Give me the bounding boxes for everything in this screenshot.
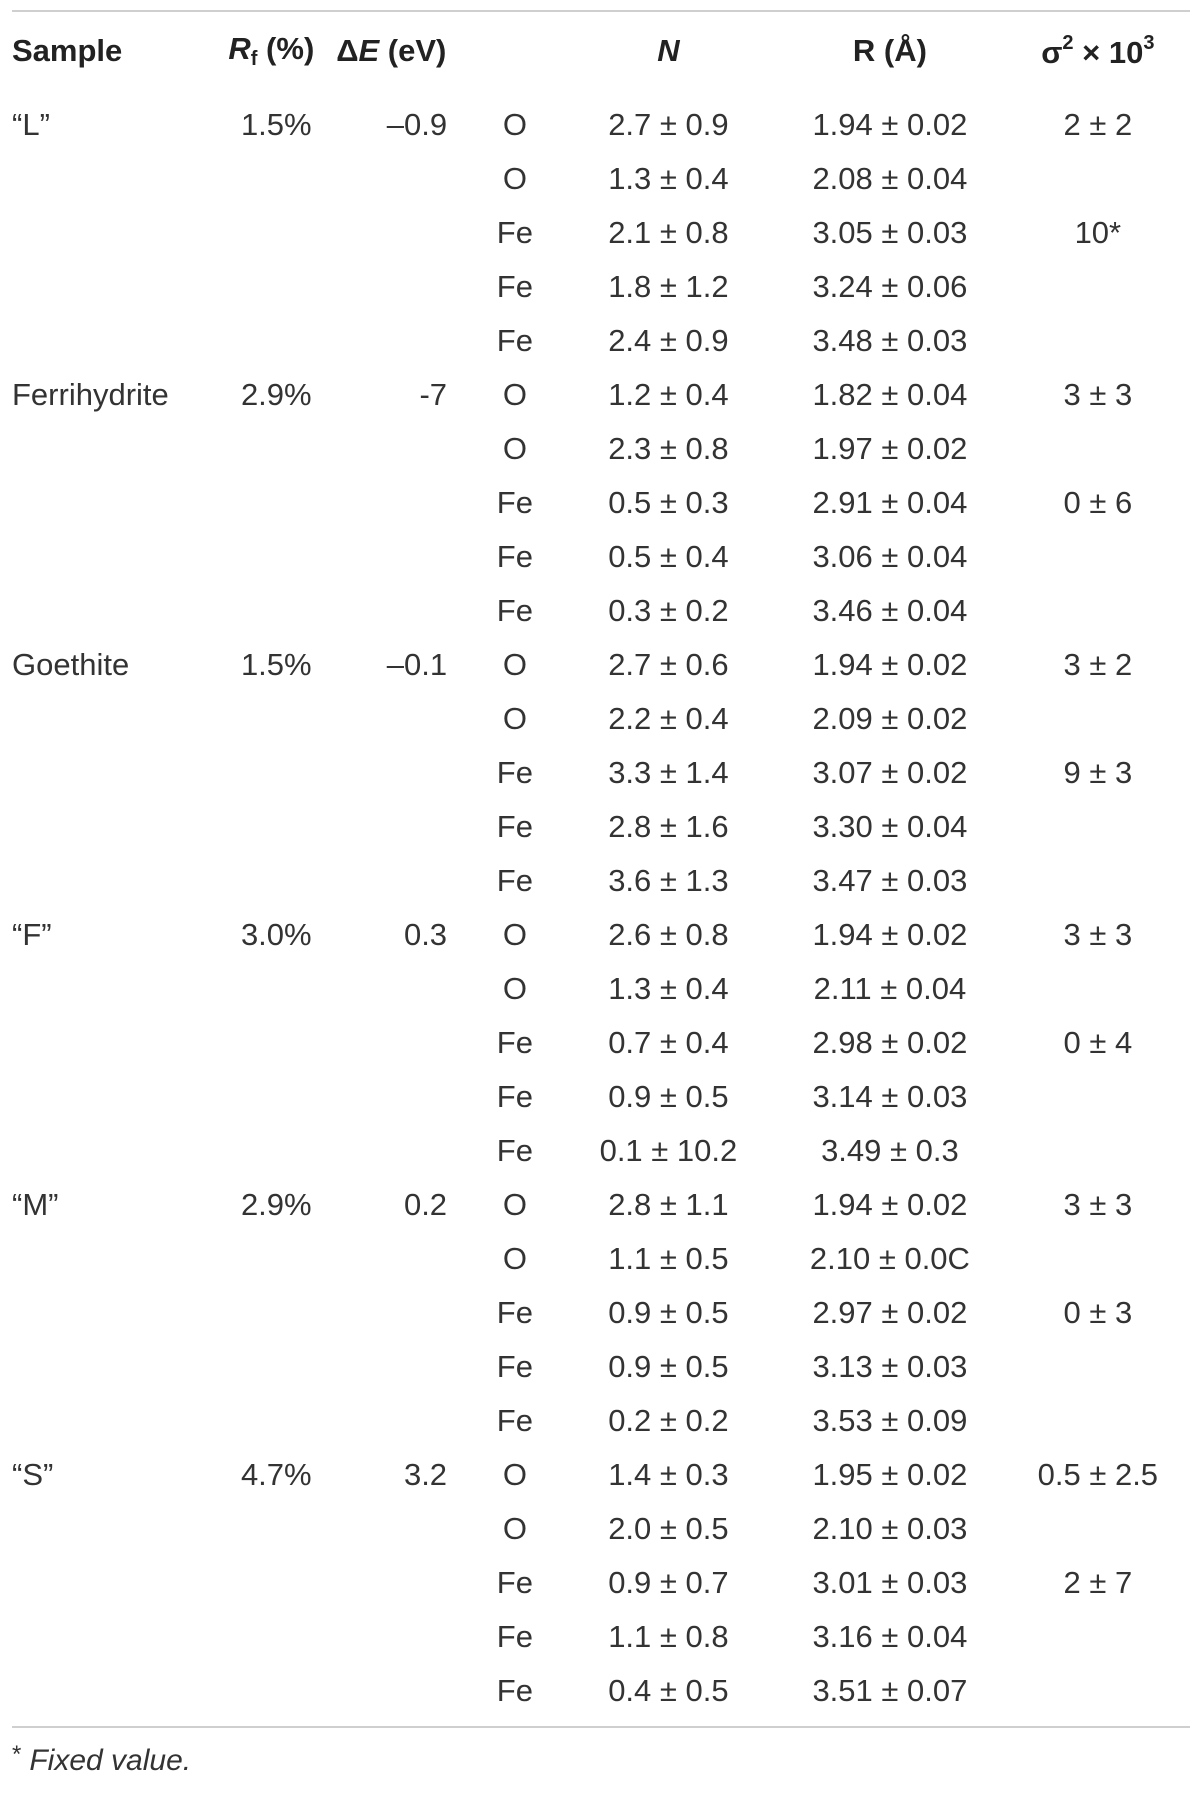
cell-rf — [216, 206, 336, 260]
cell-rf: 2.9% — [240, 1187, 312, 1222]
cell-n: 0.4 ± 0.5 — [608, 1673, 729, 1708]
cell-sigma: 0 ± 3 — [1063, 1295, 1133, 1330]
header-n: N — [657, 33, 680, 68]
cell-r: 3.51 ± 0.07 — [812, 1673, 968, 1708]
cell-delta-e — [336, 1556, 467, 1610]
header-delta-e — [336, 12, 467, 90]
cell-delta-e: –0.9 — [386, 107, 448, 142]
cell-atom: Fe — [496, 1079, 533, 1114]
header-sigma-exp: 3 — [1143, 31, 1155, 54]
table-row — [12, 638, 1190, 692]
cell-sigma — [1006, 530, 1190, 584]
table-row — [12, 1394, 1190, 1448]
cell-n: 0.9 ± 0.5 — [608, 1295, 729, 1330]
cell-sigma — [1006, 1340, 1190, 1394]
header-sigma-sup: 2 — [1062, 31, 1074, 54]
cell-sigma — [1006, 962, 1190, 1016]
cell-sample — [12, 1556, 216, 1610]
header-sigma-times: × 10 — [1073, 34, 1144, 70]
cell-rf — [216, 1502, 336, 1556]
table-row — [12, 422, 1190, 476]
cell-r: 2.91 ± 0.04 — [812, 485, 968, 520]
table-row — [12, 1232, 1190, 1286]
cell-r: 3.24 ± 0.06 — [812, 269, 968, 304]
cell-atom: Fe — [496, 269, 533, 304]
cell-sigma — [1006, 1610, 1190, 1664]
header-de-unit: (eV) — [379, 33, 447, 68]
cell-sample — [12, 1232, 216, 1286]
cell-delta-e — [336, 206, 467, 260]
cell-r: 3.48 ± 0.03 — [812, 323, 968, 358]
cell-r: 2.09 ± 0.02 — [812, 701, 968, 736]
cell-delta-e — [336, 584, 467, 638]
header-r: R (Å) — [852, 33, 927, 68]
cell-r: 3.46 ± 0.04 — [812, 593, 968, 628]
cell-sigma — [1006, 692, 1190, 746]
cell-sample — [12, 854, 216, 908]
cell-atom: Fe — [496, 755, 533, 790]
cell-n: 2.6 ± 0.8 — [608, 917, 729, 952]
cell-rf: 4.7% — [240, 1457, 312, 1492]
exafs-fit-table — [12, 10, 1190, 1728]
cell-sigma — [1006, 152, 1190, 206]
header-rf — [216, 12, 336, 90]
cell-delta-e: 0.3 — [403, 917, 448, 952]
cell-atom: Fe — [496, 863, 533, 898]
cell-sigma — [1006, 1664, 1190, 1726]
cell-sigma: 10* — [1074, 215, 1122, 250]
table-row — [12, 368, 1190, 422]
cell-rf — [216, 746, 336, 800]
header-rf-unit: (%) — [257, 31, 315, 66]
cell-rf — [216, 530, 336, 584]
table-row — [12, 260, 1190, 314]
cell-n: 2.4 ± 0.9 — [608, 323, 729, 358]
header-sigma-base: σ — [1041, 34, 1063, 70]
table-row — [12, 1556, 1190, 1610]
cell-n: 0.9 ± 0.5 — [608, 1349, 729, 1384]
cell-r: 3.47 ± 0.03 — [812, 863, 968, 898]
cell-atom: Fe — [496, 809, 533, 844]
cell-sample — [12, 1610, 216, 1664]
cell-n: 3.6 ± 1.3 — [608, 863, 729, 898]
cell-n: 0.5 ± 0.4 — [608, 539, 729, 574]
cell-sample — [12, 1502, 216, 1556]
cell-n: 2.0 ± 0.5 — [608, 1511, 729, 1546]
table-row — [12, 908, 1190, 962]
cell-r: 2.10 ± 0.03 — [812, 1511, 968, 1546]
cell-sigma — [1006, 1070, 1190, 1124]
cell-sample — [12, 1286, 216, 1340]
cell-sample: “F” — [12, 917, 52, 952]
cell-n: 2.8 ± 1.6 — [608, 809, 729, 844]
cell-delta-e — [336, 422, 467, 476]
cell-sigma — [1006, 584, 1190, 638]
cell-sigma — [1006, 854, 1190, 908]
cell-sigma: 3 ± 3 — [1063, 1187, 1133, 1222]
cell-rf — [216, 1016, 336, 1070]
cell-delta-e — [336, 476, 467, 530]
cell-atom: O — [502, 377, 527, 412]
cell-rf — [216, 1394, 336, 1448]
cell-sample: “M” — [12, 1187, 59, 1222]
cell-delta-e — [336, 962, 467, 1016]
cell-rf — [216, 854, 336, 908]
header-sigma — [1006, 12, 1190, 90]
cell-r: 3.14 ± 0.03 — [812, 1079, 968, 1114]
cell-atom: Fe — [496, 1565, 533, 1600]
cell-sigma: 2 ± 7 — [1063, 1565, 1133, 1600]
cell-atom: O — [502, 701, 527, 736]
cell-sigma — [1006, 1232, 1190, 1286]
cell-delta-e — [336, 1610, 467, 1664]
cell-n: 3.3 ± 1.4 — [608, 755, 729, 790]
cell-r: 1.82 ± 0.04 — [812, 377, 968, 412]
cell-n: 0.5 ± 0.3 — [608, 485, 729, 520]
cell-sigma — [1006, 1502, 1190, 1556]
cell-rf: 2.9% — [240, 377, 312, 412]
header-de-delta: Δ — [336, 33, 359, 68]
cell-rf: 1.5% — [240, 647, 312, 682]
table-row — [12, 314, 1190, 368]
cell-sigma: 3 ± 3 — [1063, 917, 1133, 952]
cell-rf — [216, 1556, 336, 1610]
cell-delta-e — [336, 746, 467, 800]
cell-n: 1.3 ± 0.4 — [608, 161, 729, 196]
cell-n: 1.1 ± 0.8 — [608, 1619, 729, 1654]
cell-atom: O — [502, 161, 527, 196]
cell-sigma: 3 ± 3 — [1063, 377, 1133, 412]
table-bottom-rule — [12, 1726, 1190, 1728]
cell-atom: O — [502, 971, 527, 1006]
table-row — [12, 1502, 1190, 1556]
cell-sample — [12, 1124, 216, 1178]
table-row — [12, 962, 1190, 1016]
cell-atom: O — [502, 107, 527, 142]
cell-rf — [216, 1610, 336, 1664]
cell-atom: O — [502, 1241, 527, 1276]
table-row — [12, 152, 1190, 206]
cell-r: 1.97 ± 0.02 — [812, 431, 968, 466]
cell-delta-e — [336, 260, 467, 314]
cell-r: 3.13 ± 0.03 — [812, 1349, 968, 1384]
cell-sample — [12, 584, 216, 638]
cell-delta-e — [336, 1232, 467, 1286]
cell-r: 1.94 ± 0.02 — [812, 647, 968, 682]
cell-n: 2.7 ± 0.6 — [608, 647, 729, 682]
cell-delta-e — [336, 1016, 467, 1070]
cell-atom: Fe — [496, 1673, 533, 1708]
header-rf-symbol: R — [228, 31, 251, 66]
cell-delta-e — [336, 1664, 467, 1726]
data-table — [12, 12, 1190, 1726]
cell-atom: Fe — [496, 1349, 533, 1384]
table-row — [12, 90, 1190, 152]
cell-rf — [216, 584, 336, 638]
cell-r: 3.53 ± 0.09 — [812, 1403, 968, 1438]
cell-rf — [216, 962, 336, 1016]
cell-n: 0.9 ± 0.5 — [608, 1079, 729, 1114]
cell-delta-e: 3.2 — [403, 1457, 448, 1492]
cell-atom: Fe — [496, 1025, 533, 1060]
table-footnote — [12, 1741, 191, 1778]
footnote-text: Fixed value. — [29, 1744, 192, 1777]
cell-sample — [12, 692, 216, 746]
cell-rf — [216, 1286, 336, 1340]
cell-rf — [216, 1340, 336, 1394]
cell-rf — [216, 152, 336, 206]
cell-rf — [216, 1664, 336, 1726]
cell-r: 2.08 ± 0.04 — [812, 161, 968, 196]
header-row — [12, 12, 1190, 90]
cell-n: 2.1 ± 0.8 — [608, 215, 729, 250]
cell-atom: Fe — [496, 215, 533, 250]
cell-rf — [216, 1070, 336, 1124]
table-row — [12, 1340, 1190, 1394]
cell-n: 1.8 ± 1.2 — [608, 269, 729, 304]
table-row — [12, 692, 1190, 746]
cell-delta-e — [336, 530, 467, 584]
cell-atom: Fe — [496, 593, 533, 628]
cell-r: 3.30 ± 0.04 — [812, 809, 968, 844]
cell-atom: O — [502, 1511, 527, 1546]
cell-atom: Fe — [496, 323, 533, 358]
cell-n: 0.1 ± 10.2 — [599, 1133, 738, 1168]
cell-atom: Fe — [496, 539, 533, 574]
cell-r: 1.94 ± 0.02 — [812, 917, 968, 952]
cell-sample — [12, 800, 216, 854]
cell-delta-e: -7 — [419, 377, 448, 412]
cell-sigma: 2 ± 2 — [1063, 107, 1133, 142]
cell-delta-e — [336, 314, 467, 368]
cell-sample — [12, 1394, 216, 1448]
cell-rf — [216, 476, 336, 530]
cell-sigma — [1006, 800, 1190, 854]
cell-n: 1.4 ± 0.3 — [608, 1457, 729, 1492]
cell-rf: 1.5% — [240, 107, 312, 142]
cell-sample — [12, 1070, 216, 1124]
cell-delta-e — [336, 1286, 467, 1340]
cell-sigma: 0.5 ± 2.5 — [1037, 1457, 1159, 1492]
table-row — [12, 1286, 1190, 1340]
cell-sigma: 0 ± 6 — [1063, 485, 1133, 520]
table-row — [12, 530, 1190, 584]
header-rf-sub: f — [250, 48, 258, 70]
cell-atom: Fe — [496, 1295, 533, 1330]
cell-atom: Fe — [496, 1619, 533, 1654]
cell-sigma — [1006, 1394, 1190, 1448]
cell-sigma — [1006, 260, 1190, 314]
cell-sample — [12, 1016, 216, 1070]
cell-atom: Fe — [496, 1403, 533, 1438]
table-row — [12, 206, 1190, 260]
cell-sample — [12, 206, 216, 260]
table-row — [12, 584, 1190, 638]
cell-sample — [12, 1664, 216, 1726]
cell-delta-e — [336, 692, 467, 746]
cell-rf — [216, 800, 336, 854]
cell-n: 0.2 ± 0.2 — [608, 1403, 729, 1438]
cell-n: 0.3 ± 0.2 — [608, 593, 729, 628]
cell-r: 1.94 ± 0.02 — [812, 107, 968, 142]
cell-sample — [12, 476, 216, 530]
header-de-symbol: E — [358, 33, 380, 68]
table-row — [12, 854, 1190, 908]
cell-delta-e — [336, 854, 467, 908]
table-row — [12, 476, 1190, 530]
cell-sigma: 9 ± 3 — [1063, 755, 1133, 790]
table-body — [12, 90, 1190, 1726]
cell-sample — [12, 962, 216, 1016]
cell-r: 1.94 ± 0.02 — [812, 1187, 968, 1222]
cell-rf: 3.0% — [240, 917, 312, 952]
cell-r: 2.98 ± 0.02 — [812, 1025, 968, 1060]
header-sample: Sample — [12, 33, 123, 68]
table-row — [12, 746, 1190, 800]
cell-n: 2.7 ± 0.9 — [608, 107, 729, 142]
cell-sample: Goethite — [12, 647, 130, 682]
table-row — [12, 1070, 1190, 1124]
cell-sample — [12, 746, 216, 800]
cell-atom: O — [502, 917, 527, 952]
cell-r: 3.01 ± 0.03 — [812, 1565, 968, 1600]
cell-delta-e — [336, 800, 467, 854]
cell-r: 2.97 ± 0.02 — [812, 1295, 968, 1330]
cell-n: 1.1 ± 0.5 — [608, 1241, 729, 1276]
footnote-star: * — [12, 1741, 22, 1768]
cell-r: 3.07 ± 0.02 — [812, 755, 968, 790]
cell-sample — [12, 422, 216, 476]
cell-n: 1.3 ± 0.4 — [608, 971, 729, 1006]
cell-delta-e: –0.1 — [386, 647, 448, 682]
cell-sigma — [1006, 422, 1190, 476]
cell-delta-e — [336, 152, 467, 206]
cell-delta-e — [336, 1124, 467, 1178]
cell-sigma — [1006, 1124, 1190, 1178]
cell-r: 3.05 ± 0.03 — [812, 215, 968, 250]
cell-r: 3.16 ± 0.04 — [812, 1619, 968, 1654]
cell-delta-e — [336, 1394, 467, 1448]
cell-delta-e: 0.2 — [403, 1187, 448, 1222]
cell-atom: Fe — [496, 485, 533, 520]
header-atom — [467, 12, 563, 90]
cell-sigma: 3 ± 2 — [1063, 647, 1133, 682]
cell-n: 0.7 ± 0.4 — [608, 1025, 729, 1060]
cell-n: 2.3 ± 0.8 — [608, 431, 729, 466]
cell-n: 0.9 ± 0.7 — [608, 1565, 729, 1600]
table-row — [12, 1610, 1190, 1664]
cell-n: 2.2 ± 0.4 — [608, 701, 729, 736]
cell-n: 2.8 ± 1.1 — [608, 1187, 729, 1222]
cell-r: 3.49 ± 0.3 — [821, 1133, 959, 1168]
table-row — [12, 1664, 1190, 1726]
cell-sample: “S” — [12, 1457, 54, 1492]
cell-r: 2.10 ± 0.0C — [809, 1241, 970, 1276]
cell-atom: O — [502, 431, 527, 466]
cell-n: 1.2 ± 0.4 — [608, 377, 729, 412]
table-row — [12, 800, 1190, 854]
table-row — [12, 1016, 1190, 1070]
cell-atom: O — [502, 1187, 527, 1222]
table-row — [12, 1448, 1190, 1502]
cell-rf — [216, 422, 336, 476]
table-row — [12, 1178, 1190, 1232]
cell-delta-e — [336, 1070, 467, 1124]
cell-r: 1.95 ± 0.02 — [812, 1457, 968, 1492]
cell-delta-e — [336, 1340, 467, 1394]
cell-rf — [216, 260, 336, 314]
cell-delta-e — [336, 1502, 467, 1556]
cell-rf — [216, 314, 336, 368]
cell-r: 3.06 ± 0.04 — [812, 539, 968, 574]
cell-sample — [12, 1340, 216, 1394]
table-row — [12, 1124, 1190, 1178]
cell-sample: “L” — [12, 107, 50, 142]
cell-rf — [216, 1232, 336, 1286]
cell-atom: O — [502, 1457, 527, 1492]
cell-sample — [12, 260, 216, 314]
cell-sigma: 0 ± 4 — [1063, 1025, 1133, 1060]
cell-r: 2.11 ± 0.04 — [813, 971, 967, 1006]
cell-sigma — [1006, 314, 1190, 368]
cell-sample — [12, 152, 216, 206]
cell-sample — [12, 314, 216, 368]
cell-rf — [216, 1124, 336, 1178]
cell-sample — [12, 530, 216, 584]
cell-sample: Ferrihydrite — [12, 377, 169, 412]
cell-atom: O — [502, 647, 527, 682]
cell-rf — [216, 692, 336, 746]
cell-atom: Fe — [496, 1133, 533, 1168]
